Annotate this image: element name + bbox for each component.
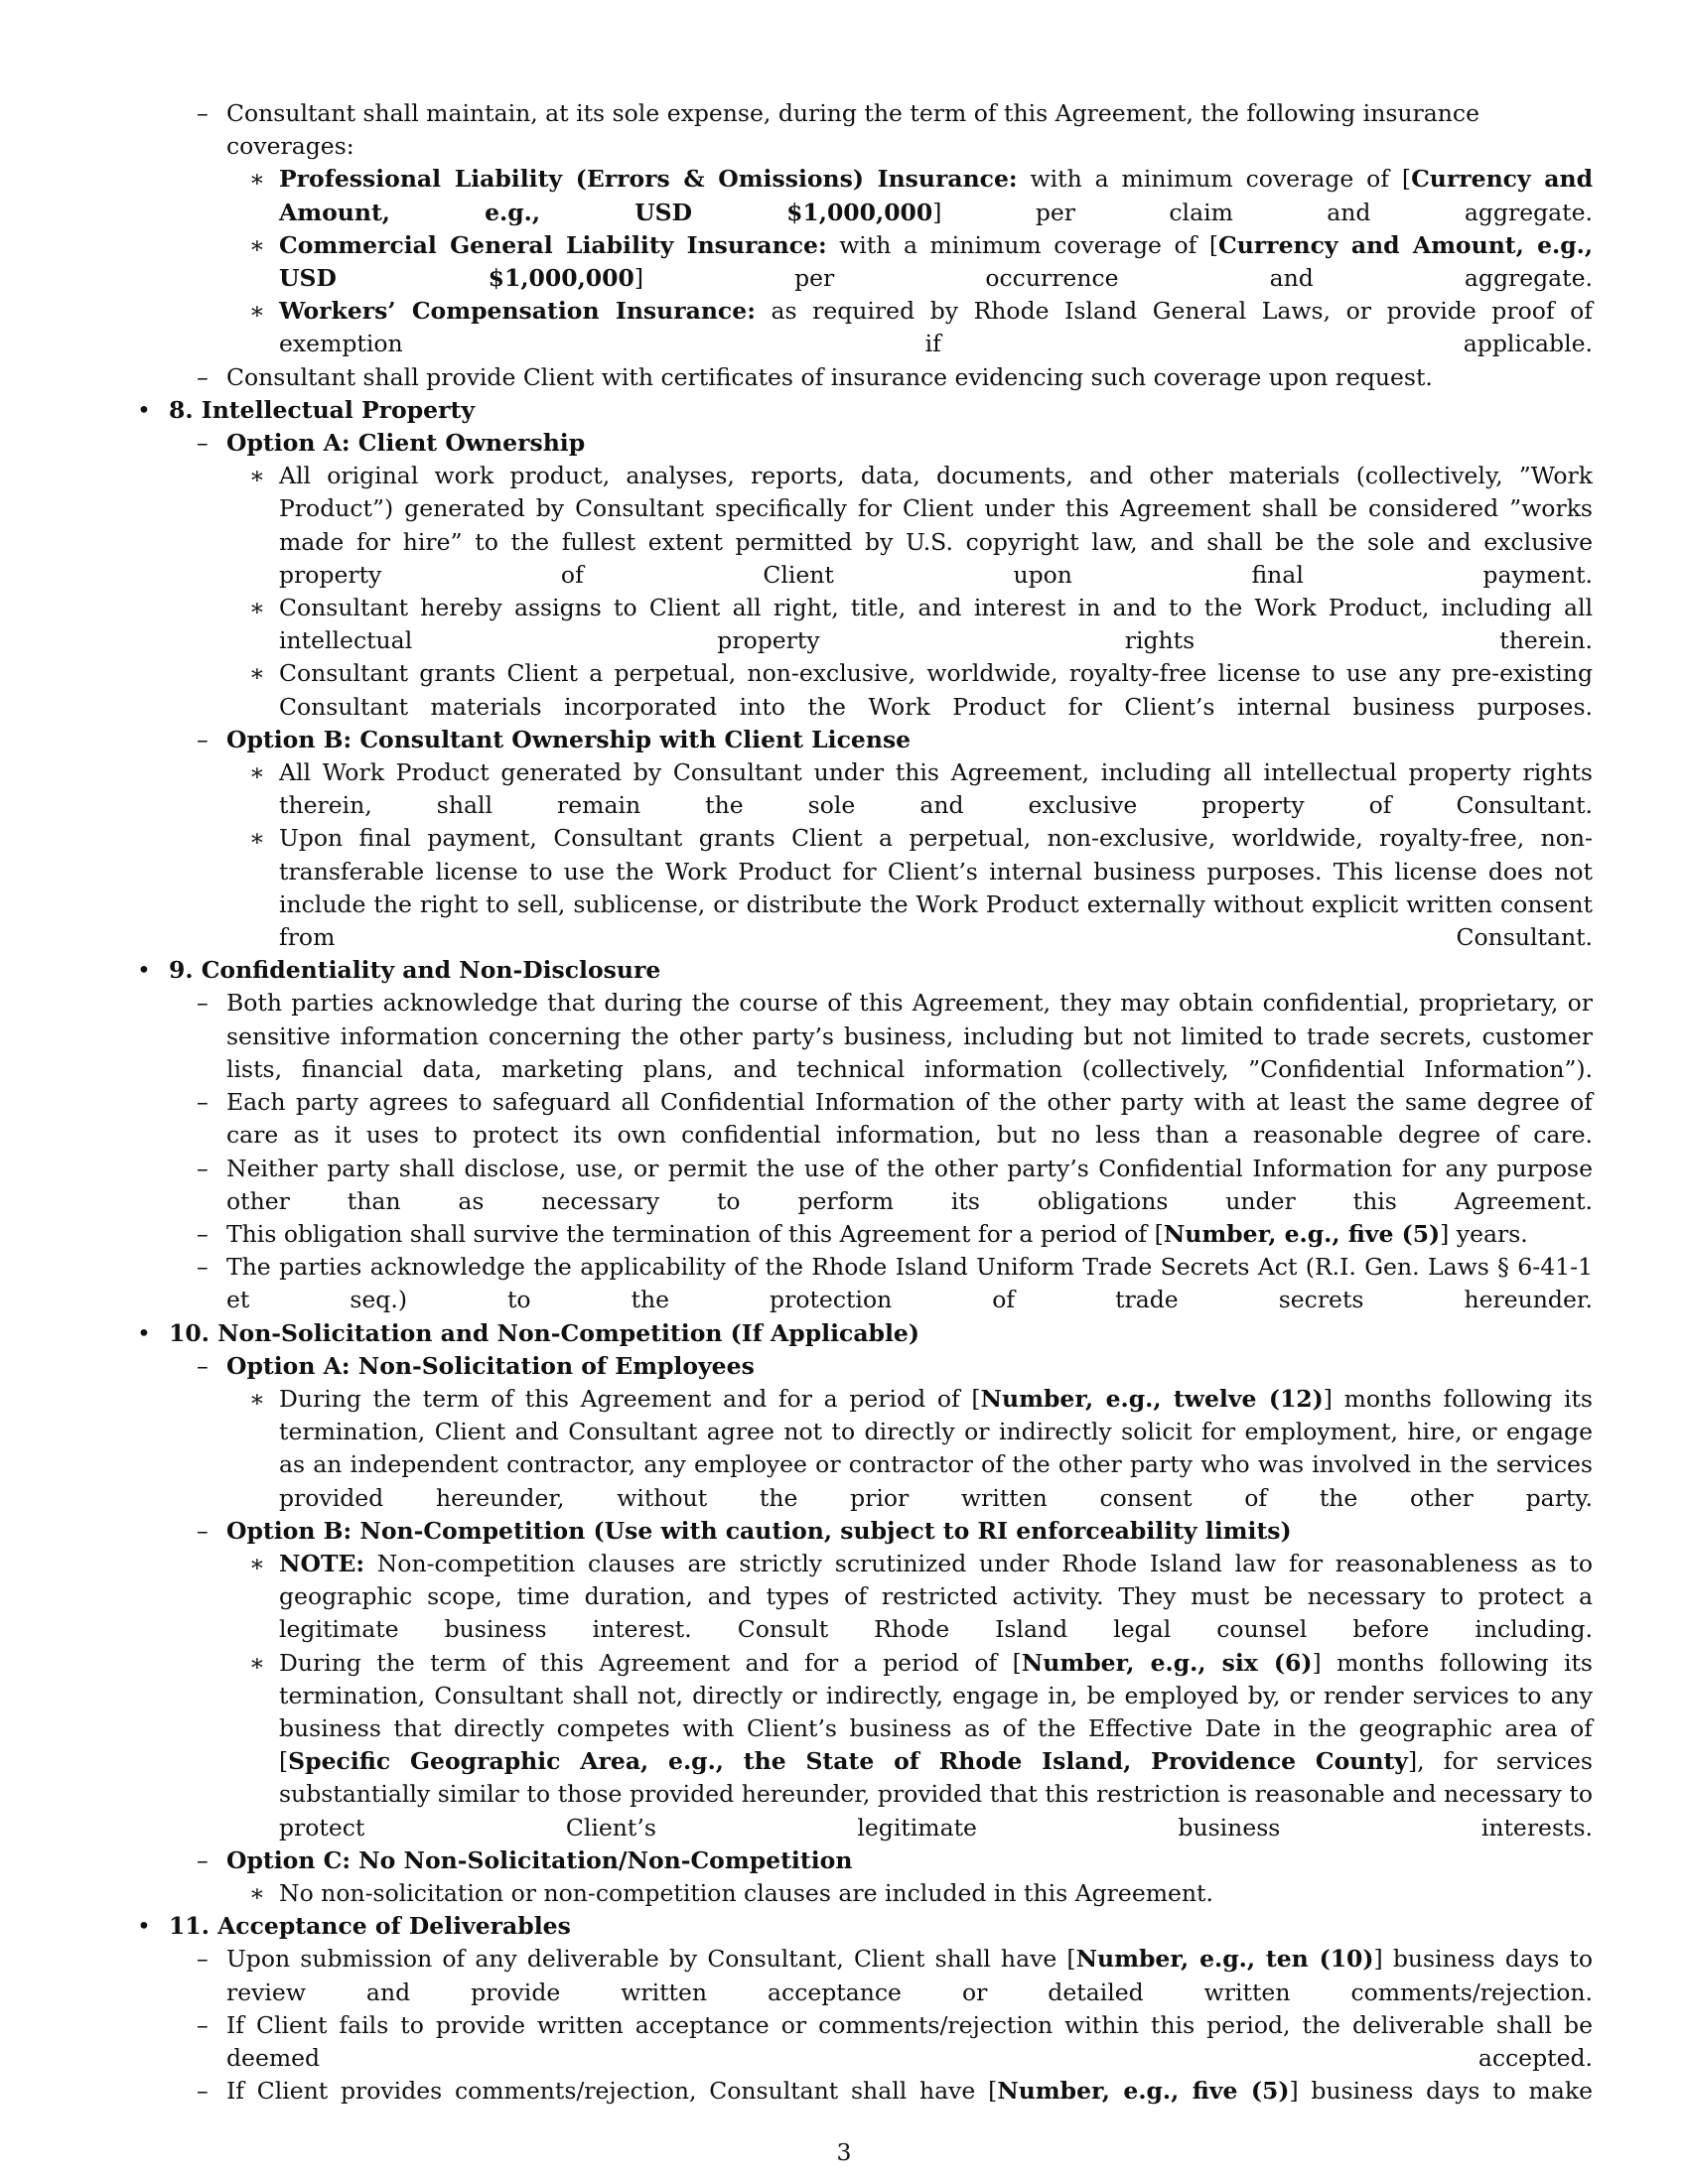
section-8-title: 8. Intellectual Property <box>169 395 475 424</box>
conf-item-1: – Both parties acknowledge that during the course of this Agreement, they may obtain confidential, proprietary, or sensitive information concerning the other party’s business, including but not limited to trade secrets, customer lists, financial data, marketing plans, and technical information (collectively, ”Confidential Information”). <box>197 989 1593 1083</box>
dash-marker: – <box>197 1516 209 1545</box>
insurance-prof-title: Professional Liability (Errors & Omissions) Insurance: <box>279 165 1018 194</box>
dash-marker: – <box>197 1154 209 1182</box>
nonsol-option-b-note: ∗ NOTE: Non-competition clauses are strictly scrutinized under Rhode Island law for reasonableness as to geographic scope, time duration, and types of restricted activity. They must be necessary to protect a legitimate business interest. Consult Rhode Island legal counsel before including. <box>249 1549 1593 1644</box>
insurance-wc-item: ∗ Workers’ Compensation Insurance: as required by Rhode Island General Laws, or provide proof of exemption if applicable. <box>249 297 1594 358</box>
nonsol-option-b-area: Specific Geographic Area, e.g., the State of Rhode Island, Providence County <box>288 1747 1408 1776</box>
nonsol-option-a-period: Number, e.g., twelve (12) <box>980 1384 1324 1413</box>
ip-option-b <box>137 724 1593 756</box>
insurance-professional-item: ∗ Professional Liability (Errors & Omissions) Insurance: with a minimum coverage of [Currency and Amount, e.g., USD $1,000,000] per claim and aggregate. <box>249 165 1593 226</box>
accept-item-1: – Upon submission of any deliverable by Consultant, Client shall have [Number, e.g., ten (10)] business days to review and provide written acceptance or detailed written comments/rejection. <box>197 1945 1593 2006</box>
bullet-marker: • <box>137 395 151 424</box>
star-marker: ∗ <box>249 462 265 490</box>
insurance-cgl-item: ∗ Commercial General Liability Insurance: with a minimum coverage of [Currency and Amount, e.g., USD $1,000,000] per occurrence and aggregate. <box>249 230 1594 293</box>
star-marker: ∗ <box>249 659 265 688</box>
nonsol-option-a <box>137 1350 1593 1383</box>
section-9-title: 9. Confidentiality and Non-Disclosure <box>169 956 661 985</box>
nonsol-option-b-item-2: ∗ During the term of this Agreement and for a period of [Number, e.g., six (6)] months following its termination, Consultant shall not, directly or indirectly, engage in, be employed by, or render services to any business that directly competes with Client’s business as of the Effective Date in the geographic area of [Specific Geographic Area, e.g., the State of Rhode Island, Providence County], for services substantially similar to those provided hereunder, provided that this restriction is reasonable and necessary to protect Client’s legitimate business interests. <box>249 1648 1593 1842</box>
accept-item-3: – If Client provides comments/rejection, Consultant shall have [Number, e.g., five (5)] business days to make <box>137 2075 1593 2108</box>
ip-option-b-item-2: ∗ Upon final payment, Consultant grants Client a perpetual, non-exclusive, worldwide, royalty-free, non-transferable license to use the Work Product for Client’s internal business purposes. This license does not include the right to sell, sublicense, or distribute the Work Product externally without explicit written consent from Consultant. <box>249 824 1593 952</box>
conf-item-2: – Each party agrees to safeguard all Confidential Information of the other party with at least the same degree of care as it uses to protect its own confidential information, but no less than a reasonable degree of care. <box>197 1088 1593 1150</box>
page-number: 3 <box>836 2138 852 2166</box>
dash-marker: – <box>197 1945 209 1974</box>
nonsol-option-b-title: Option B: Non-Competition (Use with caution, subject to RI enforceability limits) <box>226 1516 1292 1545</box>
ip-option-b-title: Option B: Consultant Ownership with Client License <box>226 725 912 753</box>
bullet-marker: • <box>137 1318 151 1347</box>
dash-marker: – <box>197 1088 209 1117</box>
ip-option-a-item-3: ∗ Consultant grants Client a perpetual, non-exclusive, worldwide, royalty-free license to use any pre-existing Consultant materials incorporated into the Work Product for Client’s internal business purposes. <box>249 659 1593 721</box>
dash-marker: – <box>197 1253 209 1282</box>
conf-item-3: – Neither party shall disclose, use, or permit the use of the other party’s Confidential Information for any purpose other than as necessary to perform its obligations under this Agreement. <box>197 1154 1593 1215</box>
nonsol-option-a-title: Option A: Non-Solicitation of Employees <box>226 1351 755 1380</box>
star-marker: ∗ <box>249 1648 265 1677</box>
insurance-wc-title: Workers’ Compensation Insurance: <box>279 297 756 326</box>
dash-marker: – <box>197 2010 209 2039</box>
insurance-prof-amount: Currency and Amount, e.g., USD $1,000,000 <box>279 165 1593 226</box>
star-marker: ∗ <box>249 824 265 853</box>
dash-marker: – <box>197 2077 209 2106</box>
dash-marker: – <box>197 1845 209 1874</box>
dash-marker: – <box>197 362 209 391</box>
dash-marker: – <box>197 1219 209 1248</box>
nonsol-option-c <box>137 1844 1593 1877</box>
accept-item-2: – If Client fails to provide written acceptance or comments/rejection within this period, the deliverable shall be deemed accepted. <box>197 2010 1593 2072</box>
ip-option-a-title: Option A: Client Ownership <box>226 429 586 458</box>
insurance-intro-text: Consultant shall maintain, at its sole expense, during the term of this Agreement, the following insurance coverages: <box>226 99 1479 161</box>
conf-survival-period: Number, e.g., five (5) <box>1163 1219 1441 1248</box>
nonsol-option-b-period: Number, e.g., six (6) <box>1021 1648 1313 1677</box>
note-label: NOTE: <box>279 1549 365 1577</box>
accept-review-period: Number, e.g., ten (10) <box>1075 1945 1374 1974</box>
insurance-intro <box>137 97 1593 163</box>
insurance-certificates <box>137 361 1593 394</box>
ip-option-a-item-1: ∗ All original work product, analyses, reports, data, documents, and other materials (collectively, ”Work Product”) generated by Consultant specifically for Client under this Agreement shall be considered ”works made for hire” to the fullest extent permitted by U.S. copyright law, and shall be the sole and exclusive property of Client upon final payment. <box>249 462 1593 589</box>
star-marker: ∗ <box>249 230 265 259</box>
insurance-cgl-amount: Currency and Amount, e.g., USD $1,000,000 <box>279 230 1593 293</box>
accept-fix-period: Number, e.g., five (5) <box>997 2077 1290 2106</box>
ip-option-b-item-1: ∗ All Work Product generated by Consultant under this Agreement, including all intellectual property rights therein, shall remain the sole and exclusive property of Consultant. <box>249 758 1593 820</box>
star-marker: ∗ <box>249 1549 265 1577</box>
nonsol-option-c-title: Option C: No Non-Solicitation/Non-Competition <box>226 1845 853 1874</box>
star-marker: ∗ <box>249 297 265 326</box>
ip-option-a-item-2: ∗ Consultant hereby assigns to Client all right, title, and interest in and to the Work Product, including all intellectual property rights therein. <box>249 594 1593 655</box>
section-11-heading <box>137 1910 1593 1943</box>
section-11-title: 11. Acceptance of Deliverables <box>169 1912 571 1941</box>
star-marker: ∗ <box>249 165 265 194</box>
conf-item-4: – This obligation shall survive the termination of this Agreement for a period of [Number, e.g., five (5)] years. <box>137 1218 1593 1251</box>
conf-item-5: – The parties acknowledge the applicability of the Rhode Island Uniform Trade Secrets Act (R.I. Gen. Laws § 6-41-1 et seq.) to the protection of trade secrets hereunder. <box>197 1253 1593 1314</box>
dash-marker: – <box>197 429 209 458</box>
star-marker: ∗ <box>249 758 265 787</box>
nonsol-option-c-item-1: ∗ No non-solicitation or non-competition clauses are included in this Agreement. <box>137 1877 1593 1910</box>
section-9-heading <box>137 954 1593 987</box>
section-10-heading <box>137 1317 1593 1350</box>
document-page <box>137 97 1593 2108</box>
dash-marker: – <box>197 1351 209 1380</box>
bullet-marker: • <box>137 1912 151 1941</box>
star-marker: ∗ <box>249 1384 265 1413</box>
dash-marker: – <box>197 99 209 127</box>
ip-option-a <box>137 427 1593 460</box>
nonsol-option-a-item-1: ∗ During the term of this Agreement and for a period of [Number, e.g., twelve (12)] months following its termination, Client and Consultant agree not to directly or indirectly solicit for employment, hire, or engage as an independent contractor, any employee or contractor of the other party who was involved in the services provided hereunder, without the prior written consent of the other party. <box>249 1384 1593 1512</box>
dash-marker: – <box>197 725 209 753</box>
dash-marker: – <box>197 989 209 1018</box>
star-marker: ∗ <box>249 594 265 622</box>
bullet-marker: • <box>137 956 151 985</box>
nonsol-option-b <box>137 1515 1593 1548</box>
insurance-certificates-text: Consultant shall provide Client with certificates of insurance evidencing such coverage upon request. <box>226 362 1433 391</box>
section-8-heading <box>137 394 1593 427</box>
section-10-title: 10. Non-Solicitation and Non-Competition (If Applicable) <box>169 1318 919 1347</box>
star-marker: ∗ <box>249 1878 265 1907</box>
insurance-cgl-title: Commercial General Liability Insurance: <box>279 230 827 259</box>
